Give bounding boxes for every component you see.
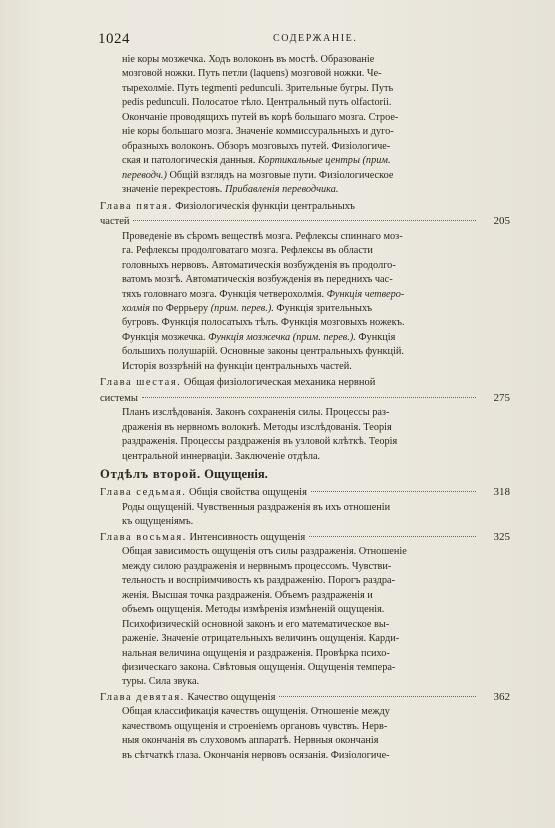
chapter-label: Глава пятая. — [100, 200, 173, 212]
toc-entry-description: Общая классификація качествъ ощущенія. Отношеніе между качествомъ ощущенія и строеніемъ органовъ чувствъ. Нерв- ныя окончанія въ слуховомъ аппаратѣ. Нервныя окончанія въ сѣтчаткѣ глаза. Окончанія нервовъ осязанія. Физіологиче- — [122, 706, 390, 761]
chapter-title-cont: системы — [100, 392, 138, 404]
section-label: Отдѣлъ второй. — [100, 467, 202, 482]
page-ref: 325 — [493, 530, 510, 543]
section-heading — [100, 466, 510, 483]
chapter-title: Качество ощущенія — [187, 691, 276, 703]
chapter-title: Физіологическія функціи центральныхъ — [175, 200, 355, 212]
page-number: 1024 — [98, 31, 130, 47]
toc-chapter-9 — [100, 690, 510, 706]
table-of-contents — [100, 53, 510, 763]
chapter-title: Общія свойства ощущенія — [189, 487, 307, 499]
toc-chapter-6 — [100, 376, 510, 406]
toc-chapter-5 — [100, 200, 510, 230]
section-title: Ощущенія. — [204, 467, 268, 482]
page-ref: 318 — [493, 486, 510, 499]
toc-entry-description: Планъ изслѣдованія. Законъ сохраненія силы. Процессы раз- драженія въ нервномъ волокнѣ. Методы изслѣдованія. Теорія раздраженія. Процессы раздраженія въ узловой клѣткѣ. Теорія центральной иннерваціи. Заключеніе отдѣла. — [122, 407, 398, 462]
dot-leader — [279, 696, 476, 697]
page-ref: 205 — [493, 215, 510, 228]
header-title: СОДЕРЖАНІЕ. — [273, 33, 358, 44]
chapter-title: Общая физіологическая механика нервной — [183, 377, 376, 389]
toc-entry-description: Роды ощущеній. Чувственныя раздраженія въ ихъ отношеніи къ ощущеніямъ. — [122, 501, 391, 528]
running-head — [98, 31, 495, 49]
chapter-title: Интенсивность ощущенія — [189, 531, 306, 543]
page-ref: 275 — [493, 391, 510, 404]
chapter-title-cont: частей — [100, 216, 130, 228]
dot-leader — [311, 491, 476, 492]
toc-chapter-7 — [100, 485, 510, 501]
toc-entry-description: Общая зависимость ощущенія отъ силы раздраженія. Отношеніе между силою раздраженія и нервнымъ процессомъ. Чувстви- тельность и воспріимчивость къ раздраженію. Порогъ раздра- женія. Высшая точка раздраженія. Объемъ раздраженія и объемъ ощущенія. Методы измѣренія измѣненій ощущенія. Психофизическій основной законъ и его математическое вы- раженіе. Значеніе отрицательныхъ величинъ ощущенія. Карди- нальная величина ощущенія и раздраженія. Провѣрка психо- физическаго закона. Свѣтовыя ощущенія. Ощущенія темпера- туры. Сила звука. — [122, 546, 407, 688]
chapter-label: Глава восьмая. — [100, 531, 187, 543]
chapter-label: Глава седьмая. — [100, 487, 187, 499]
dot-leader — [133, 220, 476, 221]
page-ref: 362 — [493, 690, 510, 703]
chapter-label: Глава шестая. — [100, 377, 182, 389]
dot-leader — [142, 397, 476, 398]
toc-chapter-8 — [100, 530, 510, 546]
toc-entry-description: Проведеніе въ сѣромъ веществѣ мозга. Рефлексы спиннаго моз- га. Рефлексы продолговатаго мозга. Рефлексы въ области головныхъ нервовъ. Автоматическія возбужденія въ продолго- ватомъ мозгѣ. Автоматическія возбужденія въ переднихъ час- тяхъ головнаго мозга. Функція четверохолмія. Функція четверо- холмія по Феррьеру (прим. перев.). Функція зрительныхъ бугровъ. Функція полосатыхъ тѣлъ. Функція мозговыхъ ножекъ. Функція мозжечка. Функція мозжечка (прим. перев.). Функція большихъ полушарій. Основные законы центральныхъ функцій. Исторія воззрѣній на функціи центральныхъ частей. — [122, 230, 405, 372]
chapter-label: Глава девятая. — [100, 691, 185, 703]
dot-leader — [309, 536, 476, 537]
toc-entry-description: ніе коры мозжечка. Ходъ волоконъ въ мостѣ. Образованіе мозговой ножки. Путь петли (laquens) мозговой ножки. Че- тырехолміе. Путь tegmenti pedunculi. Зрительные бугры. Путь pedis pedunculi. Полосатое тѣло. Центральный путь olfactorii. Окончаніе проводящихъ путей въ корѣ большаго мозга. Строе- ніе коры большаго мозга. Значеніе коммиссуральныхъ и дуго- образныхъ волоконъ. Обзоръ мозговыхъ путей. Физіологиче- ская и патологическія данныя. Кортикальные центры (прим. переводч.) Общій взглядъ на мозговые пути. Физіологическое значеніе перекрестовъ. Прибавленія переводчика. — [122, 54, 399, 196]
